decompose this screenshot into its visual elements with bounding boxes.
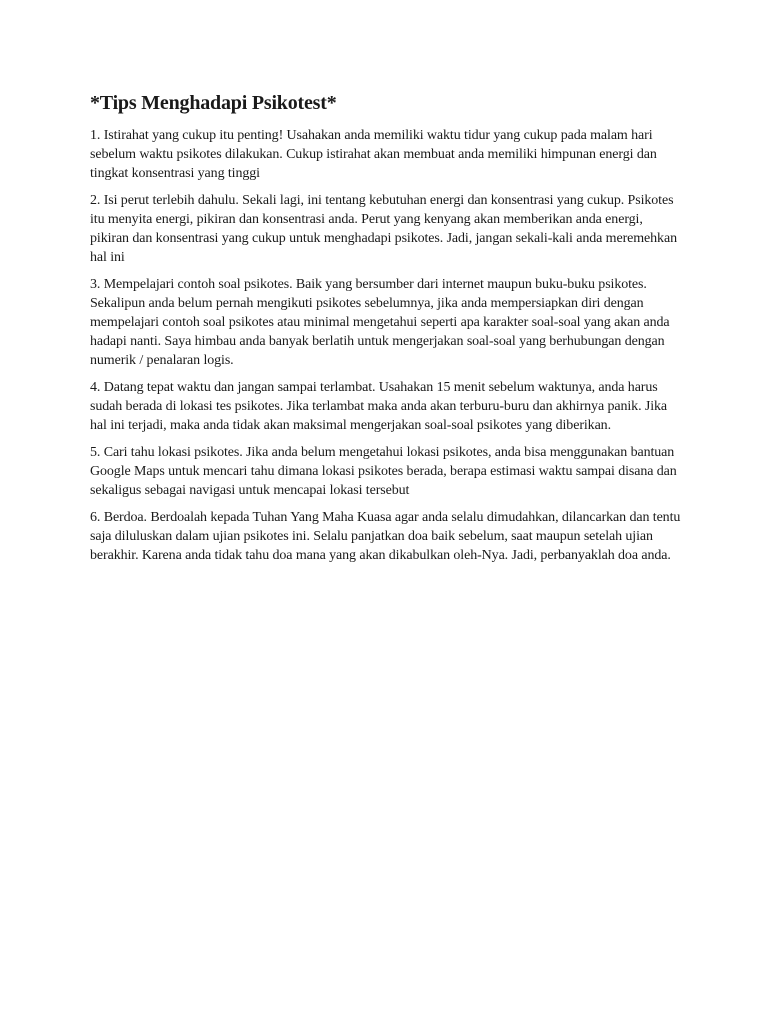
tip-paragraph-1: 1. Istirahat yang cukup itu penting! Usahakan anda memiliki waktu tidur yang cukup pada malam hari sebelum waktu psikotes dilakukan. Cukup istirahat akan membuat anda memiliki himpunan energi dan tingkat konsentrasi yang tinggi (90, 128, 657, 181)
tip-paragraph-2: 2. Isi perut terlebih dahulu. Sekali lagi, ini tentang kebutuhan energi dan konsentrasi yang cukup. Psikotes itu menyita energi, pikiran dan konsentrasi anda. Perut yang kenyang akan memberikan anda energi, pikiran dan konsentrasi yang cukup untuk menghadapi psikotes. Jadi, jangan sekali-kali anda meremehkan hal ini (90, 193, 677, 265)
tip-paragraph-5: 5. Cari tahu lokasi psikotes. Jika anda belum mengetahui lokasi psikotes, anda bisa menggunakan bantuan Google Maps untuk mencari tahu dimana lokasi psikotes berada, berapa estimasi waktu sampai disana dan sekaligus sebagai navigasi untuk mencapai lokasi tersebut (90, 445, 677, 498)
tip-paragraph-4: 4. Datang tepat waktu dan jangan sampai terlambat. Usahakan 15 menit sebelum waktunya, anda harus sudah berada di lokasi tes psikotes. Jika terlambat maka anda akan terburu-buru dan akhirnya panik. Jika hal ini terjadi, maka anda tidak akan maksimal mengerjakan soal-soal psikotes yang diberikan. (90, 380, 668, 433)
tip-paragraph-6: 6. Berdoa. Berdoalah kepada Tuhan Yang Maha Kuasa agar anda selalu dimudahkan, dilancarkan dan tentu saja diluluskan dalam ujian psikotes ini. Selalu panjatkan doa baik sebelum, saat maupun setelah ujian berakhir. Karena anda tidak tahu doa mana yang akan dikabulkan oleh-Nya. Jadi, perbanyaklah doa anda. (90, 510, 681, 563)
document-title: *Tips Menghadapi Psikotest* (90, 92, 337, 114)
document-page (90, 90, 682, 573)
tip-paragraph-3: 3. Mempelajari contoh soal psikotes. Baik yang bersumber dari internet maupun buku-buku psikotes. Sekalipun anda belum pernah mengikuti psikotes sebelumnya, jika anda mempersiapkan diri dengan mempelajari contoh soal psikotes atau minimal mengetahui seperti apa karakter soal-soal yang akan anda hadapi nanti. Saya himbau anda banyak berlatih untuk mengerjakan soal-soal yang berhubungan dengan numerik / penalaran logis. (90, 277, 670, 368)
